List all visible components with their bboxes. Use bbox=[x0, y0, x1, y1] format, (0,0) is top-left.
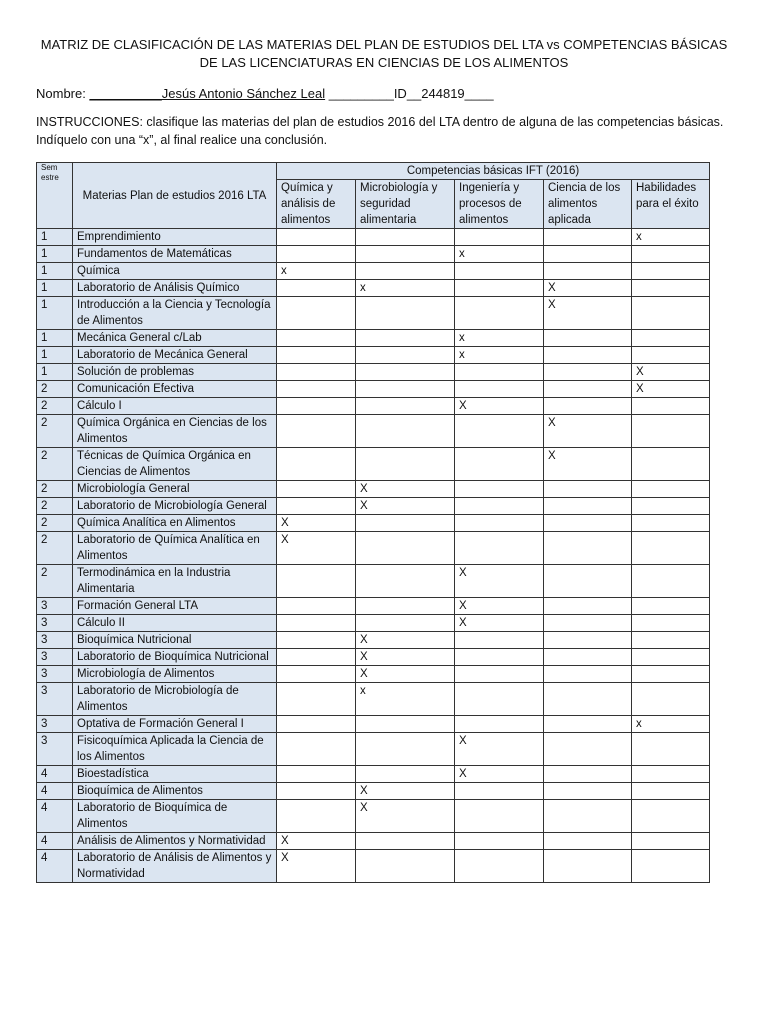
mark-cell bbox=[277, 415, 356, 448]
table-row bbox=[37, 683, 710, 716]
materia-cell: Laboratorio de Microbiología General bbox=[73, 498, 277, 515]
table-row bbox=[37, 263, 710, 280]
document-title: MATRIZ DE CLASIFICACIÓN DE LAS MATERIAS DEL PLAN DE ESTUDIOS DEL LTA vs COMPETENCIAS BÁSICAS DE LAS LICENCIATURAS EN CIENCIAS DE LOS ALIMENTOS bbox=[40, 37, 728, 70]
mark-cell bbox=[632, 280, 710, 297]
mark-cell bbox=[277, 565, 356, 598]
name-value: __________Jesús Antonio Sánchez Leal bbox=[89, 86, 326, 101]
mark-cell bbox=[356, 229, 455, 246]
mark-cell bbox=[632, 766, 710, 783]
semester-cell: 4 bbox=[37, 766, 73, 783]
materia-cell: Microbiología de Alimentos bbox=[73, 666, 277, 683]
semester-cell: 2 bbox=[37, 481, 73, 498]
classification-table bbox=[36, 162, 710, 883]
materia-cell: Química Analítica en Alimentos bbox=[73, 515, 277, 532]
mark-cell bbox=[632, 833, 710, 850]
competencia-header: Microbiología y seguridad alimentaria bbox=[356, 180, 455, 229]
mark-cell bbox=[455, 800, 544, 833]
mark-cell: X bbox=[455, 615, 544, 632]
table-row bbox=[37, 280, 710, 297]
semester-cell: 1 bbox=[37, 330, 73, 347]
materia-cell: Introducción a la Ciencia y Tecnología de Alimentos bbox=[73, 297, 277, 330]
materia-cell: Mecánica General c/Lab bbox=[73, 330, 277, 347]
mark-cell bbox=[356, 297, 455, 330]
mark-cell bbox=[544, 683, 632, 716]
table-row bbox=[37, 229, 710, 246]
mark-cell bbox=[356, 850, 455, 883]
mark-cell bbox=[356, 330, 455, 347]
table-row bbox=[37, 716, 710, 733]
id-value: __244819____ bbox=[406, 86, 494, 101]
table-row bbox=[37, 398, 710, 415]
semester-cell: 1 bbox=[37, 280, 73, 297]
mark-cell: X bbox=[455, 766, 544, 783]
materia-cell: Laboratorio de Bioquímica Nutricional bbox=[73, 649, 277, 666]
mark-cell: X bbox=[544, 297, 632, 330]
semester-header: Sem estre bbox=[37, 163, 73, 229]
mark-cell bbox=[544, 330, 632, 347]
mark-cell bbox=[356, 347, 455, 364]
mark-cell bbox=[455, 850, 544, 883]
semester-cell: 2 bbox=[37, 565, 73, 598]
mark-cell: x bbox=[356, 683, 455, 716]
mark-cell bbox=[632, 297, 710, 330]
mark-cell bbox=[632, 481, 710, 498]
mark-cell: x bbox=[632, 229, 710, 246]
mark-cell bbox=[544, 246, 632, 263]
mark-cell bbox=[544, 263, 632, 280]
mark-cell bbox=[455, 632, 544, 649]
semester-cell: 3 bbox=[37, 615, 73, 632]
semester-cell: 3 bbox=[37, 733, 73, 766]
mark-cell bbox=[277, 649, 356, 666]
table-row bbox=[37, 246, 710, 263]
table-row bbox=[37, 415, 710, 448]
materia-cell: Fisicoquímica Aplicada la Ciencia de los Alimentos bbox=[73, 733, 277, 766]
mark-cell bbox=[544, 481, 632, 498]
mark-cell bbox=[544, 532, 632, 565]
mark-cell bbox=[544, 598, 632, 615]
mark-cell bbox=[356, 263, 455, 280]
mark-cell: X bbox=[544, 415, 632, 448]
mark-cell bbox=[356, 532, 455, 565]
mark-cell bbox=[277, 598, 356, 615]
mark-cell bbox=[632, 263, 710, 280]
mark-cell bbox=[632, 515, 710, 532]
table-row bbox=[37, 766, 710, 783]
competencia-header: Química y análisis de alimentos bbox=[277, 180, 356, 229]
materia-cell: Química bbox=[73, 263, 277, 280]
mark-cell bbox=[632, 330, 710, 347]
mark-cell bbox=[544, 398, 632, 415]
mark-cell bbox=[455, 280, 544, 297]
semester-cell: 4 bbox=[37, 850, 73, 883]
instructions: INSTRUCCIONES: clasifique las materias del plan de estudios 2016 del LTA dentro de alguna de las competencias básicas. Indíquelo con una “x”, al final realice una conclusión. bbox=[36, 115, 724, 147]
mark-cell bbox=[632, 565, 710, 598]
table-row bbox=[37, 330, 710, 347]
mark-cell bbox=[632, 783, 710, 800]
name-line bbox=[36, 85, 494, 103]
table-row bbox=[37, 800, 710, 833]
mark-cell bbox=[277, 280, 356, 297]
mark-cell bbox=[277, 615, 356, 632]
semester-cell: 3 bbox=[37, 598, 73, 615]
mark-cell bbox=[356, 415, 455, 448]
mark-cell bbox=[632, 598, 710, 615]
semester-cell: 1 bbox=[37, 297, 73, 330]
mark-cell: x bbox=[455, 330, 544, 347]
mark-cell bbox=[632, 666, 710, 683]
mark-cell bbox=[544, 783, 632, 800]
mark-cell bbox=[455, 415, 544, 448]
mark-cell bbox=[544, 364, 632, 381]
table-row bbox=[37, 565, 710, 598]
table-row bbox=[37, 598, 710, 615]
mark-cell bbox=[277, 498, 356, 515]
mark-cell: X bbox=[277, 833, 356, 850]
mark-cell bbox=[277, 297, 356, 330]
semester-cell: 2 bbox=[37, 398, 73, 415]
materia-cell: Microbiología General bbox=[73, 481, 277, 498]
mark-cell bbox=[277, 733, 356, 766]
competencia-header: Habilidades para el éxito bbox=[632, 180, 710, 229]
table-row bbox=[37, 833, 710, 850]
mark-cell bbox=[455, 833, 544, 850]
semester-cell: 1 bbox=[37, 347, 73, 364]
table-row bbox=[37, 850, 710, 883]
materia-cell: Técnicas de Química Orgánica en Ciencias de Alimentos bbox=[73, 448, 277, 481]
materia-cell: Análisis de Alimentos y Normatividad bbox=[73, 833, 277, 850]
mark-cell bbox=[544, 498, 632, 515]
materia-cell: Laboratorio de Microbiología de Alimentos bbox=[73, 683, 277, 716]
table-row bbox=[37, 515, 710, 532]
mark-cell bbox=[356, 615, 455, 632]
mark-cell bbox=[632, 398, 710, 415]
mark-cell: X bbox=[356, 498, 455, 515]
mark-cell: X bbox=[544, 448, 632, 481]
materia-cell: Laboratorio de Química Analítica en Alimentos bbox=[73, 532, 277, 565]
mark-cell bbox=[544, 833, 632, 850]
table-row bbox=[37, 381, 710, 398]
mark-cell: X bbox=[632, 381, 710, 398]
mark-cell bbox=[632, 532, 710, 565]
mark-cell bbox=[356, 565, 455, 598]
mark-cell bbox=[544, 515, 632, 532]
mark-cell bbox=[544, 229, 632, 246]
mark-cell bbox=[356, 598, 455, 615]
id-label: ID bbox=[393, 86, 407, 101]
mark-cell: X bbox=[455, 733, 544, 766]
mark-cell bbox=[277, 683, 356, 716]
table-row bbox=[37, 615, 710, 632]
mark-cell bbox=[632, 683, 710, 716]
table-row bbox=[37, 632, 710, 649]
materia-cell: Cálculo II bbox=[73, 615, 277, 632]
mark-cell bbox=[277, 448, 356, 481]
materia-cell: Termodinámica en la Industria Alimentaria bbox=[73, 565, 277, 598]
materia-cell: Fundamentos de Matemáticas bbox=[73, 246, 277, 263]
mark-cell bbox=[544, 766, 632, 783]
mark-cell bbox=[632, 615, 710, 632]
semester-cell: 2 bbox=[37, 515, 73, 532]
mark-cell bbox=[544, 666, 632, 683]
mark-cell bbox=[356, 833, 455, 850]
mark-cell bbox=[544, 381, 632, 398]
mark-cell bbox=[356, 716, 455, 733]
mark-cell bbox=[544, 615, 632, 632]
table-row bbox=[37, 498, 710, 515]
semester-cell: 3 bbox=[37, 666, 73, 683]
mark-cell bbox=[277, 330, 356, 347]
semester-cell: 4 bbox=[37, 783, 73, 800]
mark-cell bbox=[544, 565, 632, 598]
mark-cell bbox=[277, 381, 356, 398]
mark-cell bbox=[632, 347, 710, 364]
mark-cell: X bbox=[356, 783, 455, 800]
mark-cell bbox=[356, 515, 455, 532]
semester-cell: 3 bbox=[37, 716, 73, 733]
mark-cell bbox=[455, 532, 544, 565]
table-row bbox=[37, 297, 710, 330]
mark-cell bbox=[455, 649, 544, 666]
table-row bbox=[37, 783, 710, 800]
mark-cell: x bbox=[455, 347, 544, 364]
semester-cell: 2 bbox=[37, 498, 73, 515]
materia-cell: Laboratorio de Análisis Químico bbox=[73, 280, 277, 297]
materia-cell: Solución de problemas bbox=[73, 364, 277, 381]
mark-cell bbox=[356, 246, 455, 263]
mark-cell: x bbox=[356, 280, 455, 297]
materia-cell: Bioestadística bbox=[73, 766, 277, 783]
materia-cell: Laboratorio de Mecánica General bbox=[73, 347, 277, 364]
mark-cell: x bbox=[455, 246, 544, 263]
semester-cell: 2 bbox=[37, 381, 73, 398]
mark-cell bbox=[632, 800, 710, 833]
mark-cell bbox=[632, 649, 710, 666]
materia-cell: Formación General LTA bbox=[73, 598, 277, 615]
competencias-group-header: Competencias básicas IFT (2016) bbox=[277, 163, 710, 180]
table-row bbox=[37, 364, 710, 381]
materia-cell: Emprendimiento bbox=[73, 229, 277, 246]
table-body bbox=[37, 229, 710, 883]
table-row bbox=[37, 347, 710, 364]
mark-cell bbox=[544, 716, 632, 733]
semester-cell: 1 bbox=[37, 263, 73, 280]
table-row bbox=[37, 448, 710, 481]
mark-cell bbox=[455, 498, 544, 515]
mark-cell: X bbox=[356, 481, 455, 498]
mark-cell: x bbox=[277, 263, 356, 280]
materia-cell: Comunicación Efectiva bbox=[73, 381, 277, 398]
mark-cell bbox=[455, 683, 544, 716]
mark-cell bbox=[277, 783, 356, 800]
mark-cell bbox=[277, 347, 356, 364]
table-row bbox=[37, 733, 710, 766]
competencia-header: Ciencia de los alimentos aplicada bbox=[544, 180, 632, 229]
mark-cell bbox=[277, 364, 356, 381]
mark-cell bbox=[356, 364, 455, 381]
mark-cell bbox=[544, 733, 632, 766]
mark-cell bbox=[277, 800, 356, 833]
competencia-header: Ingeniería y procesos de alimentos bbox=[455, 180, 544, 229]
mark-cell: X bbox=[455, 598, 544, 615]
mark-cell: X bbox=[356, 666, 455, 683]
semester-cell: 3 bbox=[37, 632, 73, 649]
mark-cell bbox=[277, 398, 356, 415]
mark-cell bbox=[455, 783, 544, 800]
mark-cell bbox=[277, 666, 356, 683]
mark-cell bbox=[356, 448, 455, 481]
materia-cell: Cálculo I bbox=[73, 398, 277, 415]
semester-cell: 2 bbox=[37, 532, 73, 565]
semester-cell: 1 bbox=[37, 229, 73, 246]
mark-cell: X bbox=[356, 649, 455, 666]
mark-cell bbox=[277, 716, 356, 733]
mark-cell: X bbox=[277, 515, 356, 532]
mark-cell bbox=[455, 263, 544, 280]
name-label: Nombre: bbox=[36, 86, 90, 101]
semester-cell: 1 bbox=[37, 246, 73, 263]
mark-cell bbox=[544, 347, 632, 364]
mark-cell bbox=[356, 398, 455, 415]
mark-cell: X bbox=[632, 364, 710, 381]
mark-cell bbox=[356, 766, 455, 783]
mark-cell: X bbox=[455, 398, 544, 415]
table-row bbox=[37, 649, 710, 666]
mark-cell: X bbox=[455, 565, 544, 598]
mark-cell: X bbox=[356, 632, 455, 649]
mark-cell bbox=[632, 632, 710, 649]
mark-cell bbox=[455, 448, 544, 481]
materia-cell: Laboratorio de Bioquímica de Alimentos bbox=[73, 800, 277, 833]
mark-cell bbox=[632, 733, 710, 766]
name-blank: _________ bbox=[328, 86, 394, 101]
mark-cell bbox=[455, 364, 544, 381]
mark-cell bbox=[277, 481, 356, 498]
mark-cell bbox=[632, 448, 710, 481]
table-row bbox=[37, 666, 710, 683]
materias-header: Materias Plan de estudios 2016 LTA bbox=[73, 163, 277, 229]
mark-cell: X bbox=[544, 280, 632, 297]
mark-cell bbox=[455, 229, 544, 246]
mark-cell bbox=[632, 850, 710, 883]
mark-cell bbox=[455, 666, 544, 683]
mark-cell: X bbox=[356, 800, 455, 833]
mark-cell bbox=[544, 850, 632, 883]
mark-cell: X bbox=[277, 532, 356, 565]
semester-cell: 4 bbox=[37, 833, 73, 850]
mark-cell bbox=[455, 381, 544, 398]
semester-cell: 3 bbox=[37, 649, 73, 666]
materia-cell: Química Orgánica en Ciencias de los Alimentos bbox=[73, 415, 277, 448]
semester-cell: 3 bbox=[37, 683, 73, 716]
mark-cell bbox=[632, 246, 710, 263]
semester-cell: 2 bbox=[37, 448, 73, 481]
mark-cell bbox=[455, 297, 544, 330]
semester-cell: 1 bbox=[37, 364, 73, 381]
materia-cell: Bioquímica de Alimentos bbox=[73, 783, 277, 800]
mark-cell bbox=[455, 515, 544, 532]
mark-cell bbox=[544, 800, 632, 833]
materia-cell: Bioquímica Nutricional bbox=[73, 632, 277, 649]
mark-cell bbox=[455, 481, 544, 498]
mark-cell bbox=[455, 716, 544, 733]
mark-cell: X bbox=[277, 850, 356, 883]
mark-cell bbox=[356, 733, 455, 766]
table-row bbox=[37, 481, 710, 498]
mark-cell bbox=[277, 229, 356, 246]
mark-cell bbox=[277, 246, 356, 263]
mark-cell bbox=[632, 498, 710, 515]
mark-cell: x bbox=[632, 716, 710, 733]
table-row bbox=[37, 532, 710, 565]
mark-cell bbox=[544, 632, 632, 649]
mark-cell bbox=[356, 381, 455, 398]
mark-cell bbox=[632, 415, 710, 448]
mark-cell bbox=[277, 766, 356, 783]
semester-cell: 4 bbox=[37, 800, 73, 833]
mark-cell bbox=[544, 649, 632, 666]
materia-cell: Optativa de Formación General I bbox=[73, 716, 277, 733]
mark-cell bbox=[277, 632, 356, 649]
semester-cell: 2 bbox=[37, 415, 73, 448]
materia-cell: Laboratorio de Análisis de Alimentos y Normatividad bbox=[73, 850, 277, 883]
